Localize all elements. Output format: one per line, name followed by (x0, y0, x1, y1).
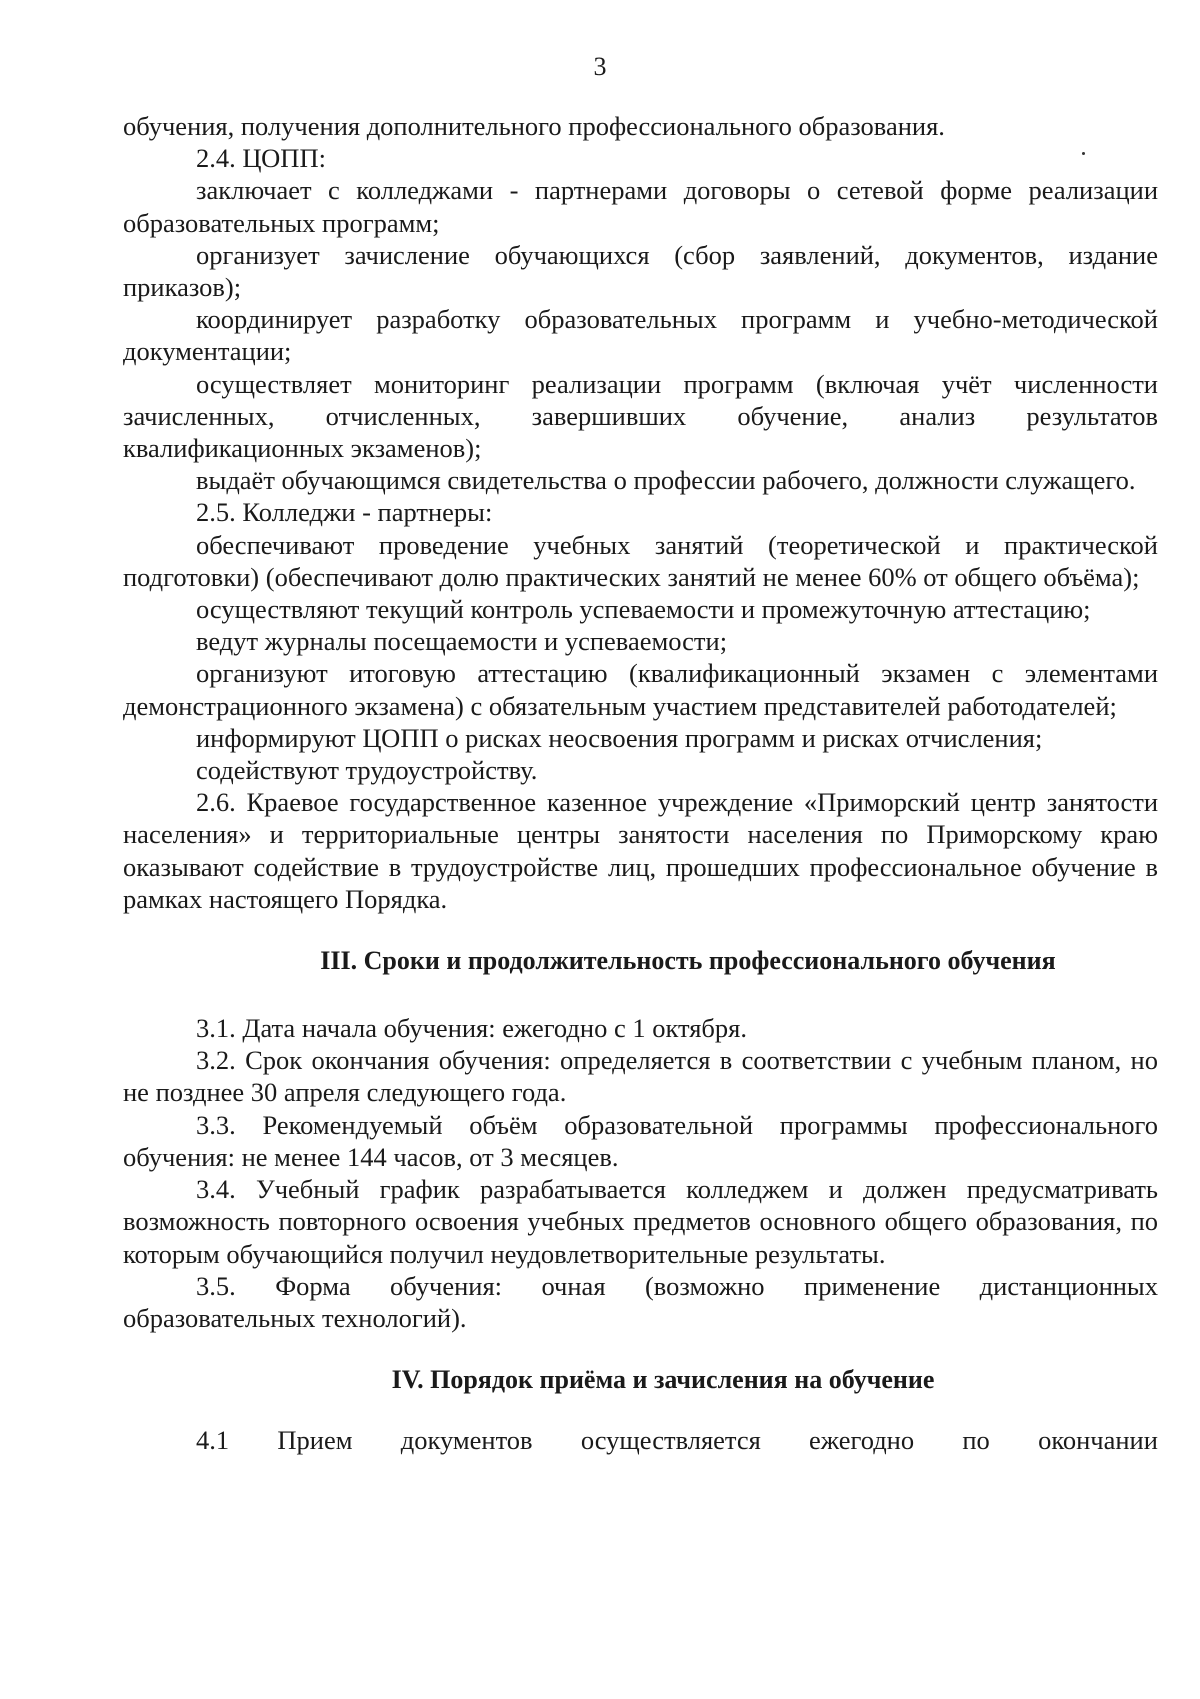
word: окончании (1038, 1425, 1158, 1456)
word: 4.1 (196, 1425, 230, 1456)
word: ежегодно (809, 1425, 915, 1456)
paragraph-2-4-item-2: организует зачисление обучающихся (сбор заявлений, документов, издание приказов); (123, 239, 1158, 303)
paragraph-4-1-first-line (123, 1424, 1158, 1456)
paragraph-3-4: 3.4. Учебный график разрабатывается колледжем и должен предусматривать возможность повторного освоения учебных предметов основного общего образования, по которым обучающийся получил неудовлетворительные результаты. (123, 1174, 1158, 1269)
paragraph-2-3-continuation: обучения, получения дополнительного профессионального образования. (123, 111, 945, 141)
paragraph-3-3: 3.3. Рекомендуемый объём образовательной программы профессионального обучения: не менее 144 часов, от 3 месяцев. (123, 1109, 1158, 1172)
paragraph-3-1: 3.1. Дата начала обучения: ежегодно с 1 октября. (196, 1013, 747, 1044)
paragraph-2-5-item-3: ведут журналы посещаемости и успеваемости; (196, 626, 728, 657)
word: по (962, 1425, 990, 1456)
document-body (123, 110, 1158, 1456)
page-number: 3 (593, 52, 607, 81)
paragraph-2-6: 2.6. Краевое государственное казенное учреждение «Приморский центр занятости населения» и территориальные центры занятости населения по Приморскому краю оказывают содействие в трудоустройстве лиц, прошедших профессиональное обучение в рамках настоящего Порядка. (123, 787, 1158, 914)
paragraph-2-5-item-4: организуют итоговую аттестацию (квалификационный экзамен с элементами демонстрационного экзамена) с обязательным участием представителей работодателей; (123, 658, 1158, 721)
word: осуществляется (580, 1425, 761, 1456)
paragraph-2-4-item-1: заключает с колледжами - партнерами договоры о сетевой форме реализации образовательных программ; (123, 175, 1158, 238)
paragraph-2-4-item-3: координирует разработку образовательных программ и учебно-методической документации; (123, 304, 1158, 367)
paragraph-2-4-heading: 2.4. ЦОПП: (196, 143, 326, 174)
word: Прием (277, 1425, 353, 1456)
paragraph-2-4-item-4: осуществляет мониторинг реализации программ (включая учёт численности зачисленных, отчисленных, завершивших обучение, анализ результатов квалификационных экзаменов); (123, 368, 1158, 464)
paragraph-2-4-item-5: выдаёт обучающимся свидетельства о профессии рабочего, должности служащего. (196, 465, 1136, 496)
paragraph-2-5-heading: 2.5. Колледжи - партнеры: (196, 497, 493, 528)
paragraph-2-5-item-1: обеспечивают проведение учебных занятий (теоретической и практической подготовки) (обеспечивают долю практических занятий не менее 60% от общего объёма); (123, 529, 1158, 592)
section-4-heading: IV. Порядок приёма и зачисления на обучение (391, 1365, 935, 1395)
word: документов (400, 1425, 533, 1456)
paragraph-2-5-item-5: информируют ЦОПП о рисках неосвоения программ и рисках отчисления; (196, 722, 1043, 753)
paragraph-3-5: 3.5. Форма обучения: очная (возможно применение дистанционных образовательных технологий). (123, 1270, 1158, 1333)
paragraph-2-5-item-2: осуществляют текущий контроль успеваемости и промежуточную аттестацию; (196, 594, 1091, 625)
paragraph-3-2: 3.2. Срок окончания обучения: определяется в соответствии с учебным планом, но не позднее 30 апреля следующего года. (123, 1045, 1158, 1108)
paragraph-2-5-item-6: содействуют трудоустройству. (196, 755, 538, 786)
section-3-heading: III. Сроки и продолжительность профессионального обучения (320, 946, 1056, 976)
